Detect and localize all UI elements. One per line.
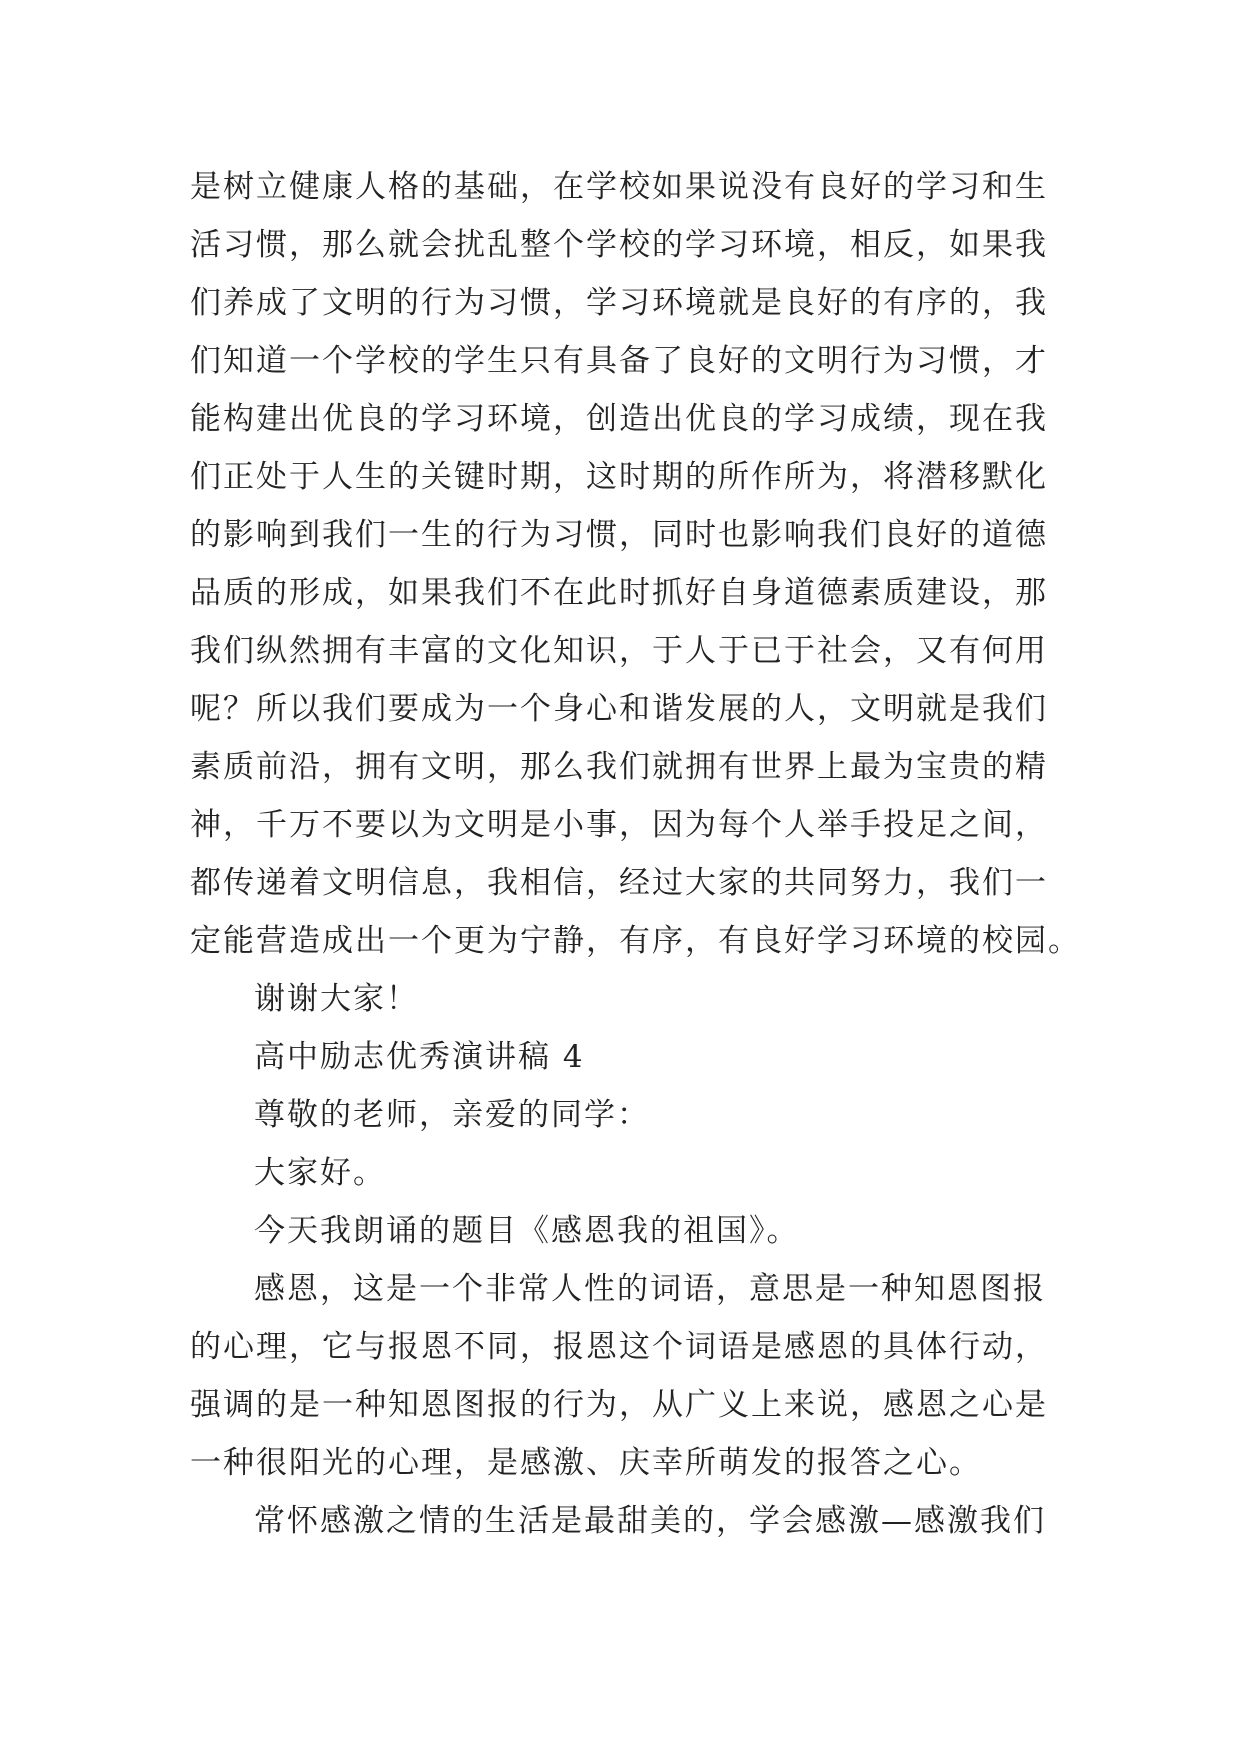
text-line: 素质前沿，拥有文明，那么我们就拥有世界上最为宝贵的精: [190, 749, 1048, 785]
closing-thanks: 谢谢大家！: [254, 981, 419, 1017]
text-line: 们知道一个学校的学生只有具备了良好的文明行为习惯，才: [190, 343, 1048, 379]
text-line: 定能营造成出一个更为宁静，有序，有良好学习环境的校园。: [190, 923, 1081, 959]
text-line: 活习惯，那么就会扰乱整个学校的学习环境，相反，如果我: [190, 227, 1048, 263]
text-line: 强调的是一种知恩图报的行为，从广义上来说，感恩之心是: [190, 1387, 1048, 1423]
text-line: 都传递着文明信息，我相信，经过大家的共同努力，我们一: [190, 865, 1048, 901]
text-line: 一种很阳光的心理，是感激、庆幸所萌发的报答之心。: [190, 1445, 982, 1481]
section-heading: 高中励志优秀演讲稿 4: [254, 1039, 585, 1075]
text-line: 们正处于人生的关键时期，这时期的所作所为，将潜移默化: [190, 459, 1048, 495]
paragraph-start: 感恩，这是一个非常人性的词语，意思是一种知恩图报: [254, 1271, 1046, 1307]
greeting: 大家好。: [254, 1155, 386, 1191]
text-line: 能构建出优良的学习环境，创造出优良的学习成绩，现在我: [190, 401, 1048, 437]
text-line: 品质的形成，如果我们不在此时抓好自身道德素质建设，那: [190, 575, 1048, 611]
text-line: 神，千万不要以为文明是小事，因为每个人举手投足之间，: [190, 807, 1048, 843]
text-line: 们养成了文明的行为习惯，学习环境就是良好的有序的，我: [190, 285, 1048, 321]
text-line: 的心理，它与报恩不同，报恩这个词语是感恩的具体行动，: [190, 1329, 1048, 1365]
paragraph-start: 常怀感激之情的生活是最甜美的，学会感激—感激我们: [254, 1503, 1046, 1539]
salutation: 尊敬的老师，亲爱的同学：: [254, 1097, 650, 1133]
text-line: 我们纵然拥有丰富的文化知识，于人于已于社会，又有何用: [190, 633, 1048, 669]
body-text: [190, 158, 1081, 1550]
text-line: 呢？所以我们要成为一个身心和谐发展的人，文明就是我们: [190, 691, 1048, 727]
text-line: 的影响到我们一生的行为习惯，同时也影响我们良好的道德: [190, 517, 1048, 553]
text-line: 是树立健康人格的基础，在学校如果说没有良好的学习和生: [190, 169, 1048, 205]
topic-line: 今天我朗诵的题目《感恩我的祖国》。: [254, 1213, 800, 1249]
